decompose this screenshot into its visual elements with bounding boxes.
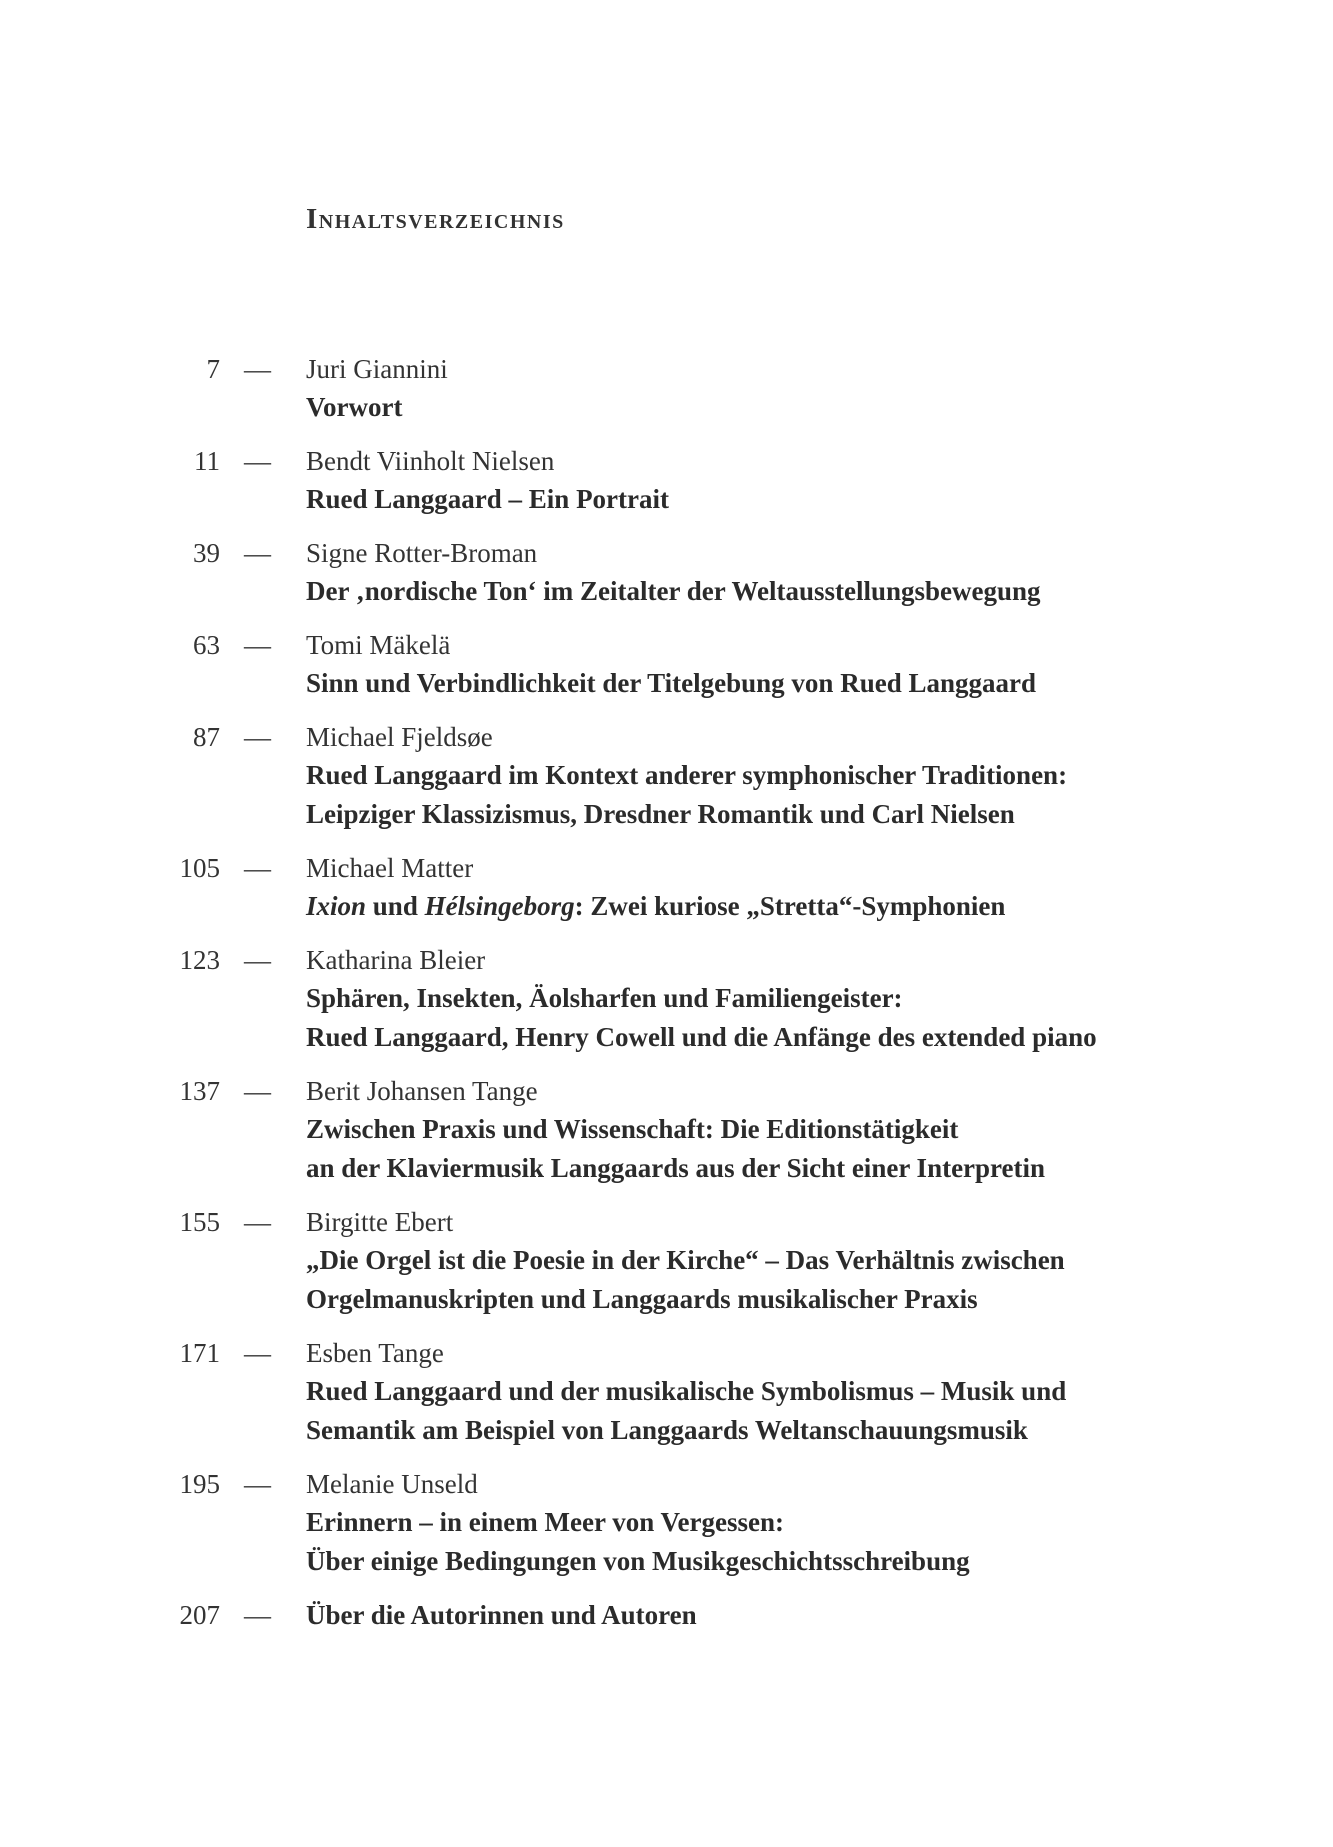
toc-entry[interactable] bbox=[0, 718, 1333, 834]
toc-title-line: Rued Langgaard, Henry Cowell und die Anfänge des extended piano bbox=[306, 1022, 1097, 1052]
toc-title-part: : Zwei kuriose „Stretta“-Symphonien bbox=[574, 891, 1006, 921]
toc-entry[interactable] bbox=[0, 1203, 1333, 1319]
toc-entry[interactable] bbox=[0, 1596, 1333, 1635]
toc-title-line: Semantik am Beispiel von Langgaards Weltanschauungsmusik bbox=[306, 1415, 1028, 1445]
toc-title-line: Über einige Bedingungen von Musikgeschichtsschreibung bbox=[306, 1546, 970, 1576]
toc-title-line: Rued Langgaard und der musikalische Symbolismus – Musik und bbox=[306, 1376, 1067, 1406]
toc-entry[interactable] bbox=[0, 350, 1333, 427]
toc-author: Signe Rotter-Broman bbox=[306, 538, 538, 568]
toc-entry-text bbox=[306, 1203, 1306, 1319]
toc-entry[interactable] bbox=[0, 442, 1333, 519]
toc-entry-text bbox=[306, 1465, 1306, 1581]
toc-author: Esben Tange bbox=[306, 1338, 444, 1368]
toc-entry[interactable] bbox=[0, 1465, 1333, 1581]
toc-dash: — bbox=[244, 538, 271, 568]
toc-title-italic-part: Hélsingeborg bbox=[424, 891, 575, 921]
toc-entry-text bbox=[306, 718, 1306, 834]
toc-title-italic-part: Ixion bbox=[306, 891, 367, 921]
toc-entry-text bbox=[306, 626, 1306, 703]
toc-page-number: 137 bbox=[179, 1076, 220, 1106]
toc-title-line: Leipziger Klassizismus, Dresdner Romantik und Carl Nielsen bbox=[306, 799, 1015, 829]
toc-dash: — bbox=[244, 1076, 271, 1106]
toc-page-number: 87 bbox=[193, 722, 220, 752]
toc-title-line: Sinn und Verbindlichkeit der Titelgebung von Rued Langgaard bbox=[306, 668, 1036, 698]
toc-title-line: Orgelmanuskripten und Langgaards musikalischer Praxis bbox=[306, 1284, 978, 1314]
toc-page-number: 105 bbox=[179, 853, 220, 883]
toc-entry[interactable] bbox=[0, 849, 1333, 926]
table-of-contents bbox=[0, 350, 1333, 1635]
toc-author: Tomi Mäkelä bbox=[306, 630, 451, 660]
toc-author: Bendt Viinholt Nielsen bbox=[306, 446, 555, 476]
toc-title-line: Vorwort bbox=[306, 392, 403, 422]
toc-dash: — bbox=[244, 1338, 271, 1368]
toc-page-number: 39 bbox=[193, 538, 220, 568]
toc-entry-text bbox=[306, 442, 1306, 519]
toc-page-number: 7 bbox=[206, 354, 220, 384]
toc-page-number: 11 bbox=[194, 446, 220, 476]
toc-author: Michael Fjeldsøe bbox=[306, 722, 493, 752]
toc-page-number: 63 bbox=[193, 630, 220, 660]
toc-title-line: „Die Orgel ist die Poesie in der Kirche“ – Das Verhältnis zwischen bbox=[306, 1245, 1065, 1275]
toc-entry-text bbox=[306, 941, 1306, 1057]
toc-page-number: 207 bbox=[179, 1600, 220, 1630]
toc-author: Melanie Unseld bbox=[306, 1469, 478, 1499]
toc-title-line bbox=[306, 887, 1306, 926]
toc-title-line: Der ‚nordische Ton‘ im Zeitalter der Weltausstellungsbewegung bbox=[306, 576, 1041, 606]
toc-dash: — bbox=[244, 945, 271, 975]
toc-entry[interactable] bbox=[0, 1072, 1333, 1188]
toc-page-number: 195 bbox=[179, 1469, 220, 1499]
toc-entry-text bbox=[306, 849, 1306, 926]
toc-entry-text bbox=[306, 1596, 1306, 1635]
toc-entry-text bbox=[306, 350, 1306, 427]
toc-entry[interactable] bbox=[0, 626, 1333, 703]
toc-entry[interactable] bbox=[0, 1334, 1333, 1450]
toc-title-line: Zwischen Praxis und Wissenschaft: Die Editionstätigkeit bbox=[306, 1114, 959, 1144]
toc-dash: — bbox=[244, 1207, 271, 1237]
toc-dash: — bbox=[244, 722, 271, 752]
toc-author: Birgitte Ebert bbox=[306, 1207, 454, 1237]
toc-entry-text bbox=[306, 534, 1306, 611]
toc-page-number: 123 bbox=[179, 945, 220, 975]
toc-author: Berit Johansen Tange bbox=[306, 1076, 538, 1106]
toc-title-line: Rued Langgaard – Ein Portrait bbox=[306, 484, 670, 514]
toc-page-number: 155 bbox=[179, 1207, 220, 1237]
toc-dash: — bbox=[244, 853, 271, 883]
toc-dash: — bbox=[244, 630, 271, 660]
toc-dash: — bbox=[244, 354, 271, 384]
toc-title-line: Über die Autorinnen und Autoren bbox=[306, 1600, 697, 1630]
toc-entry[interactable] bbox=[0, 941, 1333, 1057]
toc-author: Juri Giannini bbox=[306, 354, 448, 384]
toc-author: Michael Matter bbox=[306, 853, 474, 883]
toc-title-line: Rued Langgaard im Kontext anderer symphonischer Traditionen: bbox=[306, 760, 1068, 790]
toc-title-line: an der Klaviermusik Langgaards aus der Sicht einer Interpretin bbox=[306, 1153, 1046, 1183]
toc-page-number: 171 bbox=[179, 1338, 220, 1368]
toc-dash: — bbox=[244, 1600, 271, 1630]
toc-entry[interactable] bbox=[0, 534, 1333, 611]
toc-dash: — bbox=[244, 446, 271, 476]
toc-title-part: und bbox=[366, 891, 425, 921]
toc-dash: — bbox=[244, 1469, 271, 1499]
toc-author: Katharina Bleier bbox=[306, 945, 486, 975]
toc-title-line: Sphären, Insekten, Äolsharfen und Familiengeister: bbox=[306, 983, 903, 1013]
toc-entry-text bbox=[306, 1334, 1306, 1450]
page-title: Inhaltsverzeichnis bbox=[306, 203, 565, 235]
toc-title-line: Erinnern – in einem Meer von Vergessen: bbox=[306, 1507, 784, 1537]
toc-entry-text bbox=[306, 1072, 1306, 1188]
